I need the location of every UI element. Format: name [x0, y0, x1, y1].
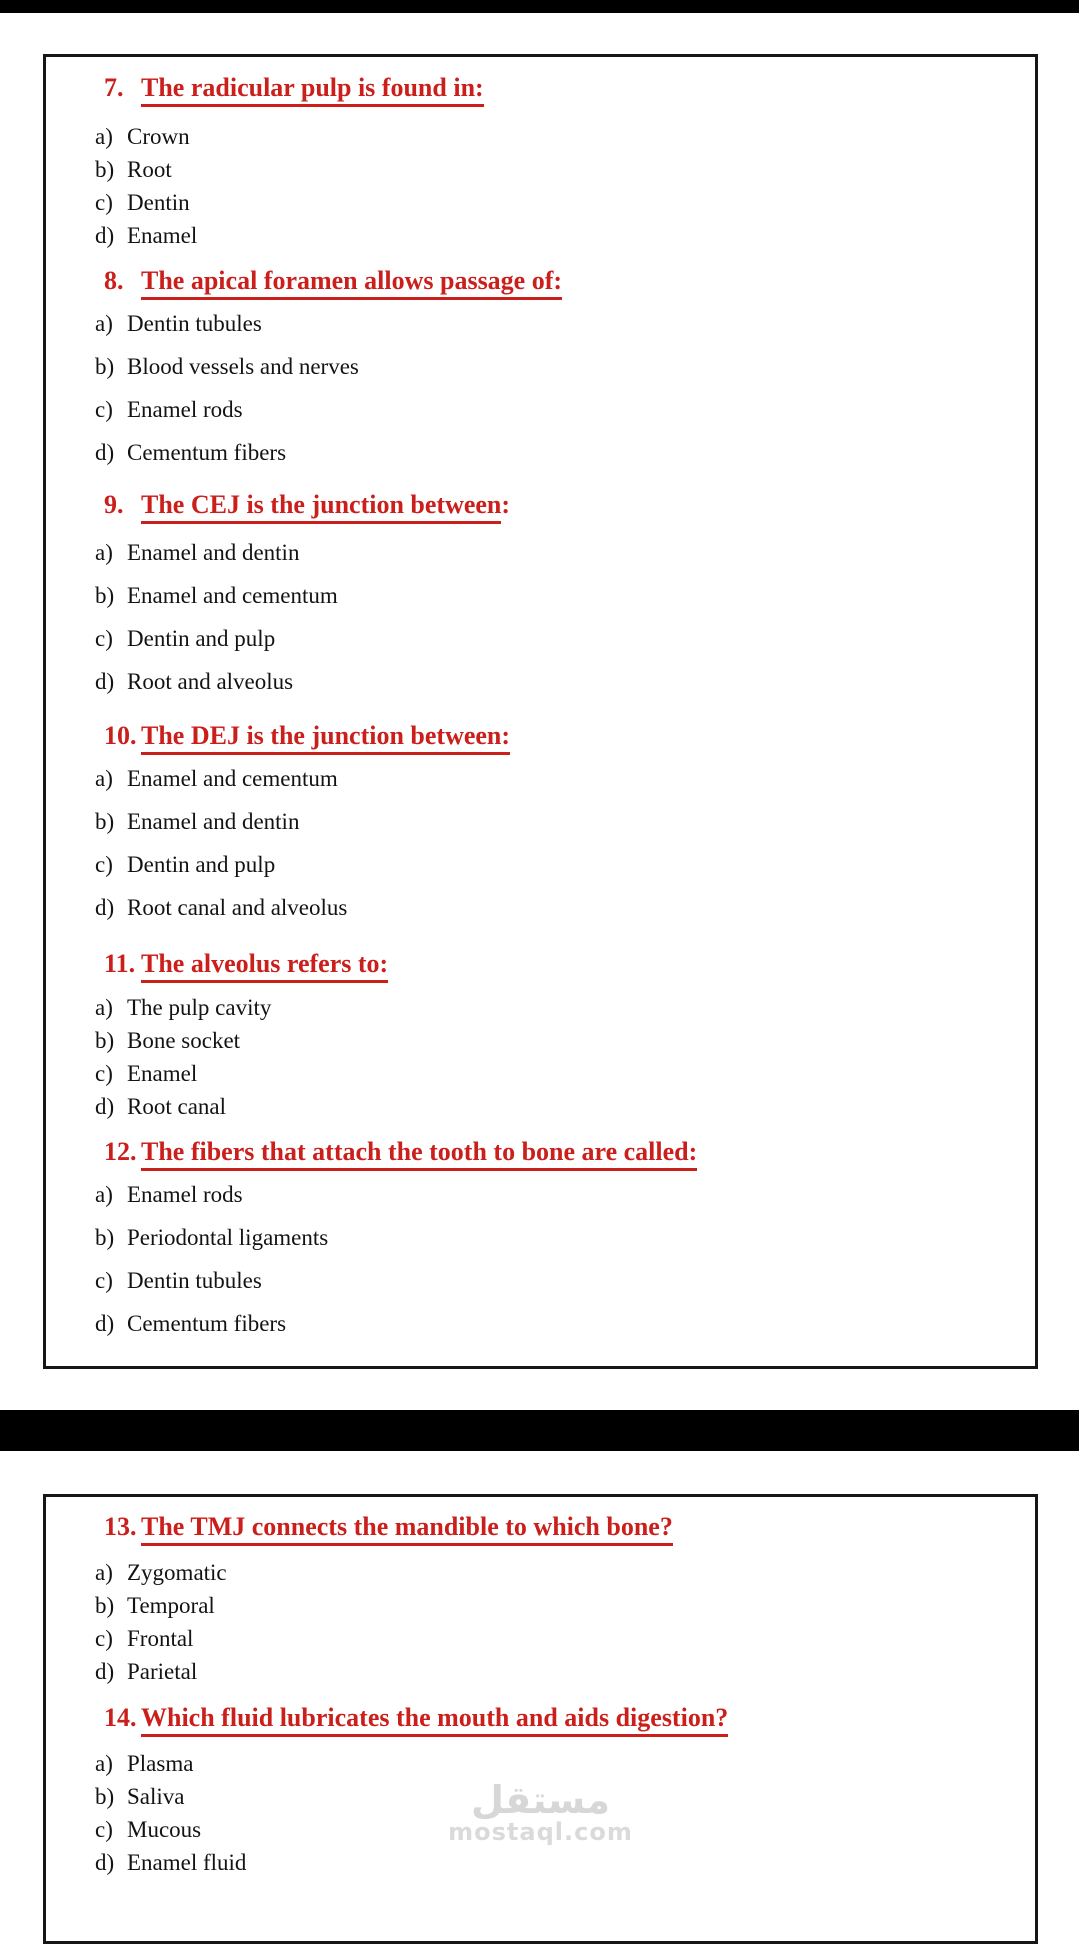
question-14 [46, 1701, 1035, 1879]
option-b [95, 1589, 1035, 1622]
question-number: 11. [104, 949, 136, 978]
option-d [95, 660, 1035, 703]
option-b [95, 153, 1035, 186]
option-letter: d) [95, 895, 115, 920]
option-c [95, 1259, 1035, 1302]
option-c [95, 186, 1035, 219]
option-letter: d) [95, 669, 115, 694]
option-text: Temporal [127, 1593, 215, 1618]
question-title [46, 947, 1035, 981]
option-b [95, 800, 1035, 843]
question-11 [46, 947, 1035, 1123]
option-text: Zygomatic [127, 1560, 227, 1585]
option-text: Enamel and dentin [127, 540, 300, 565]
option-letter: c) [95, 1268, 113, 1293]
option-c [95, 1813, 1035, 1846]
option-a [95, 1173, 1035, 1216]
option-letter: a) [95, 124, 113, 149]
option-b [95, 345, 1035, 388]
question-number: 14. [104, 1703, 137, 1732]
option-letter: a) [95, 995, 113, 1020]
option-letter: a) [95, 540, 113, 565]
option-d [95, 219, 1035, 252]
question-title [46, 1701, 1035, 1735]
option-text: Dentin [127, 190, 190, 215]
option-text: Enamel and cementum [127, 583, 338, 608]
option-d [95, 1302, 1035, 1345]
question-9 [46, 488, 1035, 703]
option-text: Root [127, 157, 172, 182]
question-number: 13. [104, 1512, 137, 1541]
option-text: Root and alveolus [127, 669, 294, 694]
option-a [95, 1556, 1035, 1589]
option-letter: c) [95, 190, 113, 215]
options-list [46, 1173, 1035, 1345]
option-letter: b) [95, 1784, 115, 1809]
option-letter: b) [95, 354, 115, 379]
option-text: Enamel fluid [127, 1850, 247, 1875]
question-title [46, 1510, 1035, 1544]
option-letter: a) [95, 1751, 113, 1776]
option-a [95, 531, 1035, 574]
option-text: Enamel rods [127, 1182, 243, 1207]
question-title-text: The alveolus refers to: [141, 949, 388, 983]
option-text: Enamel and dentin [127, 809, 300, 834]
option-letter: d) [95, 1094, 115, 1119]
option-c [95, 388, 1035, 431]
question-number: 8. [104, 266, 124, 295]
option-text: The pulp cavity [127, 995, 272, 1020]
options-list [46, 991, 1035, 1123]
option-text: Enamel rods [127, 397, 243, 422]
option-letter: c) [95, 1817, 113, 1842]
option-d [95, 1846, 1035, 1879]
option-b [95, 1024, 1035, 1057]
option-text: Root canal and alveolus [127, 895, 348, 920]
question-number: 7. [104, 73, 124, 102]
question-13 [46, 1510, 1035, 1688]
option-a [95, 120, 1035, 153]
question-12 [46, 1135, 1035, 1345]
option-letter: a) [95, 1560, 113, 1585]
page-separator-bar [0, 1410, 1079, 1451]
question-title-text: The TMJ connects the mandible to which bone? [141, 1512, 673, 1546]
question-title [46, 1135, 1035, 1169]
option-letter: b) [95, 157, 115, 182]
option-d [95, 886, 1035, 929]
option-text: Dentin and pulp [127, 626, 276, 651]
option-text: Enamel and cementum [127, 766, 338, 791]
option-letter: a) [95, 1182, 113, 1207]
question-title-text: Which fluid lubricates the mouth and aids digestion? [141, 1703, 728, 1737]
option-letter: d) [95, 1850, 115, 1875]
question-title-text: The radicular pulp is found in: [141, 73, 484, 107]
options-list [46, 120, 1035, 252]
watermark-arabic-logo: مستقل [471, 1778, 610, 1822]
option-letter: b) [95, 1593, 115, 1618]
question-number: 9. [104, 490, 124, 519]
question-title [46, 488, 1035, 522]
option-text: Mucous [127, 1817, 202, 1842]
option-b [95, 574, 1035, 617]
option-text: Enamel [127, 223, 198, 248]
option-d [95, 1090, 1035, 1123]
option-text: Plasma [127, 1751, 194, 1776]
question-7 [46, 71, 1035, 252]
option-letter: c) [95, 1061, 113, 1086]
option-a [95, 302, 1035, 345]
option-c [95, 1622, 1035, 1655]
option-letter: d) [95, 1659, 115, 1684]
options-list [46, 1747, 1035, 1879]
option-text: Dentin tubules [127, 1268, 262, 1293]
option-text: Frontal [127, 1626, 194, 1651]
question-title-text: The fibers that attach the tooth to bone are called: [141, 1137, 697, 1171]
top-black-bar [0, 0, 1079, 13]
option-letter: d) [95, 1311, 115, 1336]
options-list [46, 757, 1035, 929]
option-d [95, 1655, 1035, 1688]
options-list [46, 302, 1035, 474]
option-text: Saliva [127, 1784, 185, 1809]
option-a [95, 1747, 1035, 1780]
option-letter: c) [95, 1626, 113, 1651]
question-10 [46, 719, 1035, 929]
question-title-text: The DEJ is the junction between: [141, 721, 510, 755]
option-letter: c) [95, 397, 113, 422]
option-text: Parietal [127, 1659, 198, 1684]
options-list [46, 531, 1035, 703]
option-letter: a) [95, 311, 113, 336]
option-text: Cementum fibers [127, 1311, 287, 1336]
option-text: Periodontal ligaments [127, 1225, 329, 1250]
option-text: Dentin tubules [127, 311, 262, 336]
option-text: Enamel [127, 1061, 198, 1086]
document-page-1 [43, 54, 1038, 1369]
option-letter: c) [95, 626, 113, 651]
option-b [95, 1216, 1035, 1259]
option-letter: c) [95, 852, 113, 877]
option-text: Cementum fibers [127, 440, 287, 465]
option-text: Dentin and pulp [127, 852, 276, 877]
question-title [46, 264, 1035, 298]
option-letter: b) [95, 1028, 115, 1053]
question-number: 12. [104, 1137, 137, 1166]
question-8 [46, 264, 1035, 474]
options-list [46, 1556, 1035, 1688]
option-text: Bone socket [127, 1028, 241, 1053]
option-letter: b) [95, 583, 115, 608]
option-text: Crown [127, 124, 190, 149]
option-letter: b) [95, 809, 115, 834]
option-letter: b) [95, 1225, 115, 1250]
option-text: Root canal [127, 1094, 226, 1119]
option-c [95, 617, 1035, 660]
question-title-text: The CEJ is the junction between [141, 490, 501, 524]
document-page-2 [43, 1494, 1038, 1944]
option-c [95, 843, 1035, 886]
option-letter: d) [95, 440, 115, 465]
question-title [46, 719, 1035, 753]
question-title-text: The apical foramen allows passage of: [141, 266, 562, 300]
question-title-suffix: : [501, 490, 511, 519]
watermark-domain: mostaql.com [448, 1818, 633, 1846]
option-a [95, 757, 1035, 800]
option-b [95, 1780, 1035, 1813]
option-d [95, 431, 1035, 474]
option-text: Blood vessels and nerves [127, 354, 359, 379]
option-a [95, 991, 1035, 1024]
question-number: 10. [104, 721, 137, 750]
option-letter: d) [95, 223, 115, 248]
question-title [46, 71, 1035, 105]
option-c [95, 1057, 1035, 1090]
option-letter: a) [95, 766, 113, 791]
